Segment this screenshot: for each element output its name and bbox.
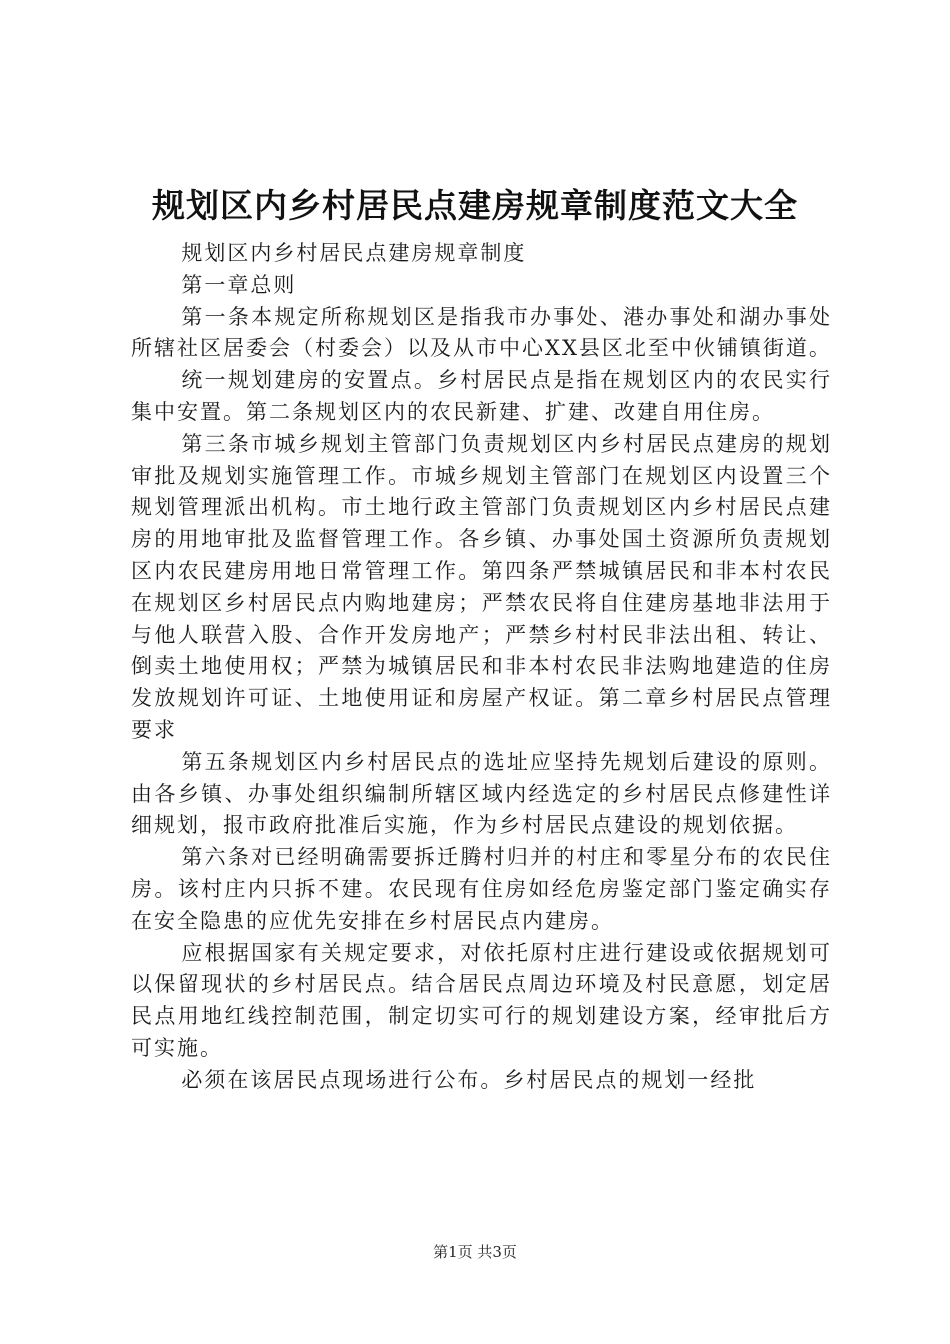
paragraph: 第一条本规定所称规划区是指我市办事处、港办事处和湖办事处所辖社区居委会（村委会）以及从市中心XX县区北至中伙铺镇街道。	[131, 304, 832, 361]
paragraph: 规划区内乡村居民点建房规章制度	[181, 241, 527, 265]
document-body	[131, 238, 832, 1097]
paragraph: 第六条对已经明确需要拆迁腾村归并的村庄和零星分布的农民住房。该村庄内只拆不建。农民现有住房如经危房鉴定部门鉴定确实存在安全隐患的应优先安排在乡村居民点内建房。	[131, 845, 832, 933]
paragraph: 第五条规划区内乡村居民点的选址应坚持先规划后建设的原则。由各乡镇、办事处组织编制所辖区域内经选定的乡村居民点修建性详细规划，报市政府批准后实施，作为乡村居民点建设的规划依据。	[131, 749, 832, 838]
document-title: 规划区内乡村居民点建房规章制度范文大全	[152, 186, 798, 225]
paragraph: 第一章总则	[181, 272, 297, 297]
paragraph: 必须在该居民点现场进行公布。乡村居民点的规划一经批	[181, 1067, 757, 1092]
page-footer: 第1页 共3页	[433, 1243, 517, 1261]
paragraph: 应根据国家有关规定要求，对依托原村庄进行建设或依据规划可以保留现状的乡村居民点。结合居民点周边环境及村民意愿，划定居民点用地红线控制范围，制定切实可行的规划建设方案，经审批后方可实施。	[131, 940, 832, 1060]
paragraph: 第三条市城乡规划主管部门负责规划区内乡村居民点建房的规划审批及规划实施管理工作。市城乡规划主管部门在规划区内设置三个规划管理派出机构。市土地行政主管部门负责规划区内乡村居民点建房的用地审批及监督管理工作。各乡镇、办事处国土资源所负责规划区内农民建房用地日常管理工作。第四条严禁城镇居民和非本村农民在规划区乡村居民点内购地建房；严禁农民将自住建房基地非法用于与他人联营入股、合作开发房地产；严禁乡村村民非法出租、转让、倒卖土地使用权；严禁为城镇居民和非本村农民非法购地建造的住房发放规划许可证、土地使用证和房屋产权证。第二章乡村居民点管理要求	[131, 431, 832, 742]
paragraph: 统一规划建房的安置点。乡村居民点是指在规划区内的农民实行集中安置。第二条规划区内的农民新建、扩建、改建自用住房。	[131, 368, 832, 424]
